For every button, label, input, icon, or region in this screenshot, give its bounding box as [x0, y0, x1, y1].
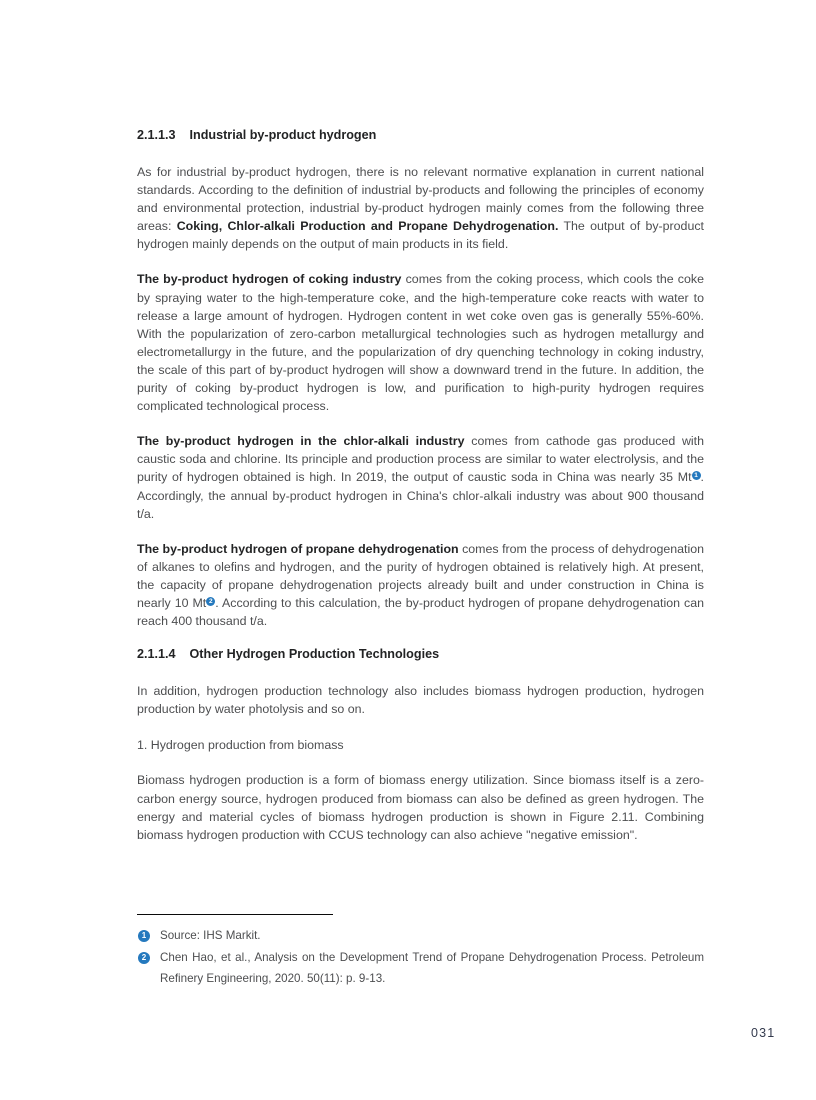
text-segment: Biomass hydrogen production is a form of biomass energy utilization. Since biomass itself is a zero-carbon energy source, hydrogen produced from biomass can also be defined as green hydrogen. The energy and material cycles of biomass hydrogen production is shown in Figure 2.11. Combining biomass hydrogen production with CCUS technology can also achieve "negative emission".	[137, 773, 704, 842]
footnote-divider	[137, 914, 333, 915]
paragraph-other-technologies	[137, 682, 704, 718]
page-content	[137, 128, 704, 861]
text-segment: As for industrial by-product hydrogen, there is no relevant normative explanation in current national standards. According to the definition of industrial by-products and following the principles of economy and environmental protection, industrial by-product hydrogen mainly comes from the following three areas:	[137, 165, 704, 234]
footnote-1	[137, 925, 704, 947]
page-number: 031	[751, 1026, 776, 1040]
footnote-2-text: Chen Hao, et al., Analysis on the Development Trend of Propane Dehydrogenation Process. Petroleum Refinery Engineering, 2020. 50(11): p. 9-13.	[160, 950, 704, 985]
bold-text-segment: Coking, Chlor-alkali Production and Propane Dehydrogenation.	[176, 219, 559, 234]
section-number: 2.1.1.3	[137, 128, 176, 142]
footnote-2	[137, 947, 704, 990]
paragraph-biomass	[137, 771, 704, 843]
text-segment: comes from the coking process, which cools the coke by spraying water to the high-temperature coke, and the high-temperature coke reacts with water to release a large amount of hydrogen. Hydrogen content in wet coke oven gas is generally 55%-60%. With the popularization of zero-carbon metallurgical technologies such as hydrogen metallurgy and electrometallurgy in the future, and the popularization of dry quenching technology in coking industry, the scale of this part of by-product hydrogen will show a downward trend in the future. In addition, the purity of coking by-product hydrogen is low, and purification to high-purity hydrogen requires complicated technological process.	[137, 272, 704, 414]
bold-text-segment: The by-product hydrogen of coking industry	[137, 272, 402, 287]
text-segment: In addition, hydrogen production technology also includes biomass hydrogen production, hydrogen production by water photolysis and so on.	[137, 684, 704, 717]
footnote-1-text: Source: IHS Markit.	[160, 929, 261, 942]
footnote-block	[137, 914, 704, 990]
bold-text-segment: The by-product hydrogen in the chlor-alkali industry	[137, 434, 465, 449]
paragraph-intro	[137, 163, 704, 253]
section-heading-2114	[137, 647, 704, 662]
footnote-1-marker-icon: 1	[138, 930, 150, 942]
section-heading-2113	[137, 128, 704, 143]
text-segment: comes from the process of dehydrogenation of alkanes to olefins and hydrogen, and the purity of hydrogen obtained is relatively high. At present, the capacity of propane dehydrogenation projects already built and under construction in China is nearly 10 Mt	[137, 541, 704, 610]
text-segment: . Accordingly, the annual by-product hydrogen in China's chlor-alkali industry was about 900 thousand t/a.	[137, 470, 704, 521]
footnote-reference-icon: 2	[206, 597, 215, 606]
section-number: 2.1.1.4	[137, 647, 176, 662]
paragraph-propane	[137, 540, 704, 630]
section-title: Other Hydrogen Production Technologies	[189, 647, 440, 662]
section-title: Industrial by-product hydrogen	[189, 128, 377, 142]
footnote-2-marker-icon: 2	[138, 952, 150, 964]
footnote-reference-icon: 1	[692, 471, 701, 480]
paragraph-coking	[137, 270, 704, 415]
text-segment: The output of by-product hydrogen mainly depends on the output of main products in its field.	[137, 219, 704, 252]
text-segment: comes from cathode gas produced with caustic soda and chlorine. Its principle and production process are similar to water electrolysis, and the purity of hydrogen obtained is high. In 2019, the output of caustic soda in China was nearly 35 Mt	[137, 434, 704, 485]
paragraph-chlor-alkali	[137, 432, 704, 522]
bold-text-segment: The by-product hydrogen of propane dehydrogenation	[137, 541, 459, 556]
list-item-biomass: 1. Hydrogen production from biomass	[137, 738, 344, 753]
text-segment: . According to this calculation, the by-product hydrogen of propane dehydrogenation can reach 400 thousand t/a.	[137, 595, 704, 629]
